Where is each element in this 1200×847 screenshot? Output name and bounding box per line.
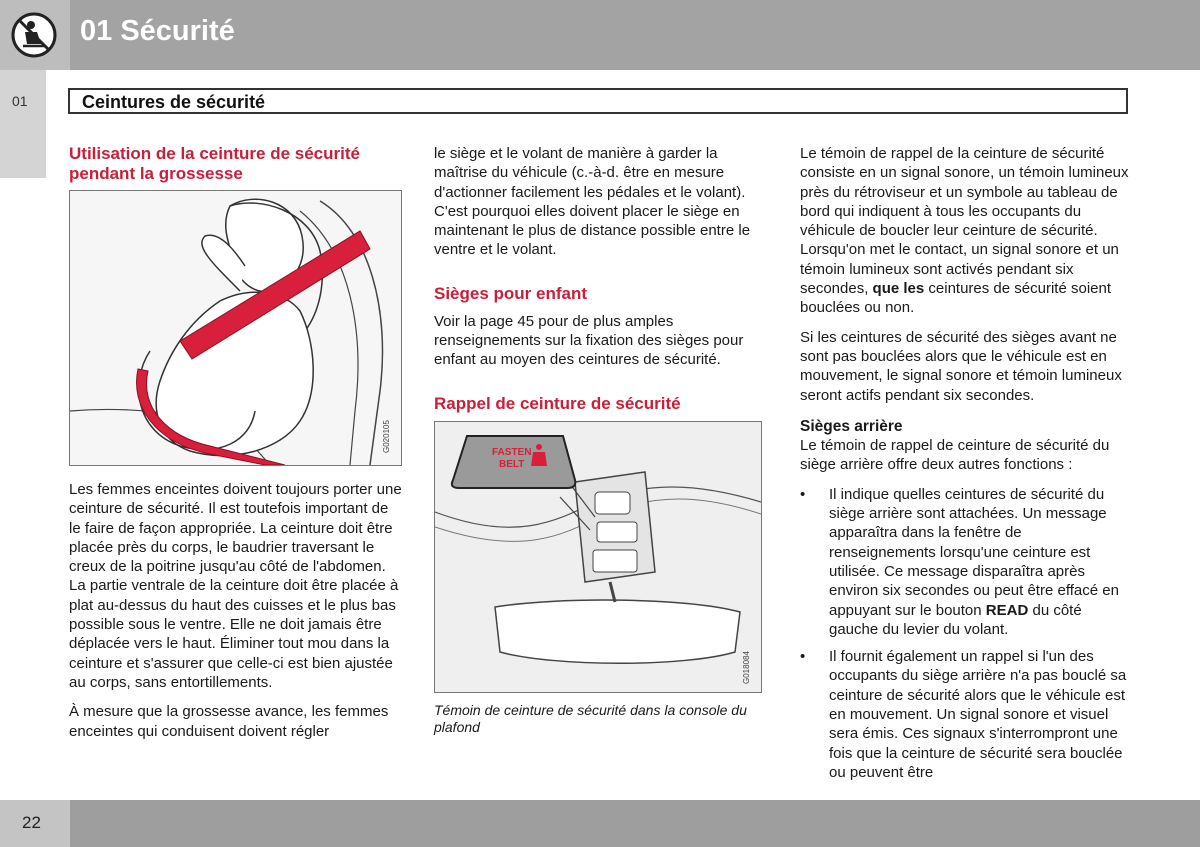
figure-caption: Témoin de ceinture de sécurité dans la console du plafond [434,702,747,735]
rear-seats-heading: Sièges arrière [800,417,903,435]
page-footer [0,800,1200,847]
reminder-heading: Rappel de ceinture de sécurité [434,393,681,413]
pregnancy-illustration [69,190,402,466]
bullet-1-text-a: Il indique quelles ceintures de sécurité du siège arrière sont attachées. Un message apparaîtra dans la fenêtre de renseignements lorsqu'une ceinture est utilisée. Ce message disparaîtra après environ six secondes ou peut être effacé en appuyant sur le bouton [829,485,1119,619]
section-title: Ceintures de sécurité [82,92,266,112]
figure-code: G020105 [382,420,391,453]
seatbelt-prohibition-icon [11,12,57,58]
chapter-title: 01 Sécurité [80,15,235,47]
pregnancy-paragraph-continued: le siège et le volant de manière à garder la maîtrise du véhicule (c.-à-d. être en mesure d'actionner facilement les pédales et le volant). C'est pourquoi elles doivent placer le siège en maintenant le plus de distance possible entre le ventre et le volant. [434,145,751,259]
list-item: • Il fournit également un rappel si l'un des occupants du siège arrière n'a pas bouclé sa ceinture de sécurité alors que le véhicule est en mouvement. Un signal sonore et visuel sera émis. Ces signaux s'interrompront une fois que la ceinture de sécurité sera bouclée ou peuvent être [800,647,1132,782]
chapter-tab [0,70,46,178]
reminder-text-c: ceintures de sécurité soient bouclées ou non. [800,280,1112,317]
reminder-text-bold: que les [872,280,925,298]
child-seats-paragraph: Voir la page 45 pour de plus amples renseignements sur la fixation des sièges pour enfant au moyen des ceintures de sécurité. [434,312,744,369]
chapter-header [0,0,1200,70]
pregnant-woman-seatbelt-drawing [70,191,401,465]
section-heading-box [68,88,1128,114]
figure-code-2: G018084 [742,651,751,684]
bullet-1-text-c: du côté gauche du levier du volant. [829,601,1082,638]
pregnancy-heading: Utilisation de la ceinture de sécurité pendant la grossesse [69,144,360,183]
reminder-paragraph-1 [800,144,1132,318]
list-item [800,485,1132,639]
page-number: 22 [22,813,41,832]
ceiling-console-drawing [435,422,761,692]
reminder-text-a: Le témoin de rappel de la ceinture de sécurité consiste en un signal sonore, un témoin lumineux près du rétroviseur et un symbole au tableau de bord qui indiquent à tous les occupants du véhicule de boucler leur ceinture de sécurité. Lorsqu'on met le contact, un signal sonore et un témoin lumineux sont activés pendant six secondes, [800,145,1129,298]
column-3 [800,144,1132,790]
fasten-text: FASTEN [492,447,532,458]
chapter-tab-number: 01 [12,93,28,109]
pregnancy-paragraph-1: Les femmes enceintes doivent toujours porter une ceinture de sécurité. Il est toutefois important de le faire de façon appropriée. La ceinture doit être placée près du corps, le baudrier traversant le creux de la poitrine jusqu'au côté de l'abdomen. La partie ventrale de la ceinture doit être placée à plat au-dessus du haut des cuisses et le plus bas possible sous le ventre. Elle ne doit jamais être déplacée vers le haut. Éliminer tout mou dans la ceinture et s'assurer que celle-ci est bien ajustée au corps, sans entortillements. [69,481,402,691]
child-seats-heading: Sièges pour enfant [434,283,588,303]
rear-functions-list [800,485,1132,782]
ceiling-console-illustration [434,421,762,693]
column-2 [434,144,764,422]
read-button-label: READ [985,601,1029,619]
rear-seats-intro: Le témoin de rappel de ceinture de sécurité du siège arrière offre deux autres fonctions : [800,437,1110,474]
column-1-text [69,480,403,751]
column-1 [69,144,403,192]
pregnancy-paragraph-2: À mesure que la grossesse avance, les femmes enceintes qui conduisent doivent régler [69,703,389,740]
reminder-paragraph-2: Si les ceintures de sécurité des sièges avant ne sont pas bouclées alors que le véhicule est en mouvement, le signal sonore et témoin lumineux seront actifs pendant six secondes. [800,328,1122,404]
page-number-box [0,800,70,847]
belt-text: BELT [499,459,525,470]
chapter-icon-box [0,0,70,70]
